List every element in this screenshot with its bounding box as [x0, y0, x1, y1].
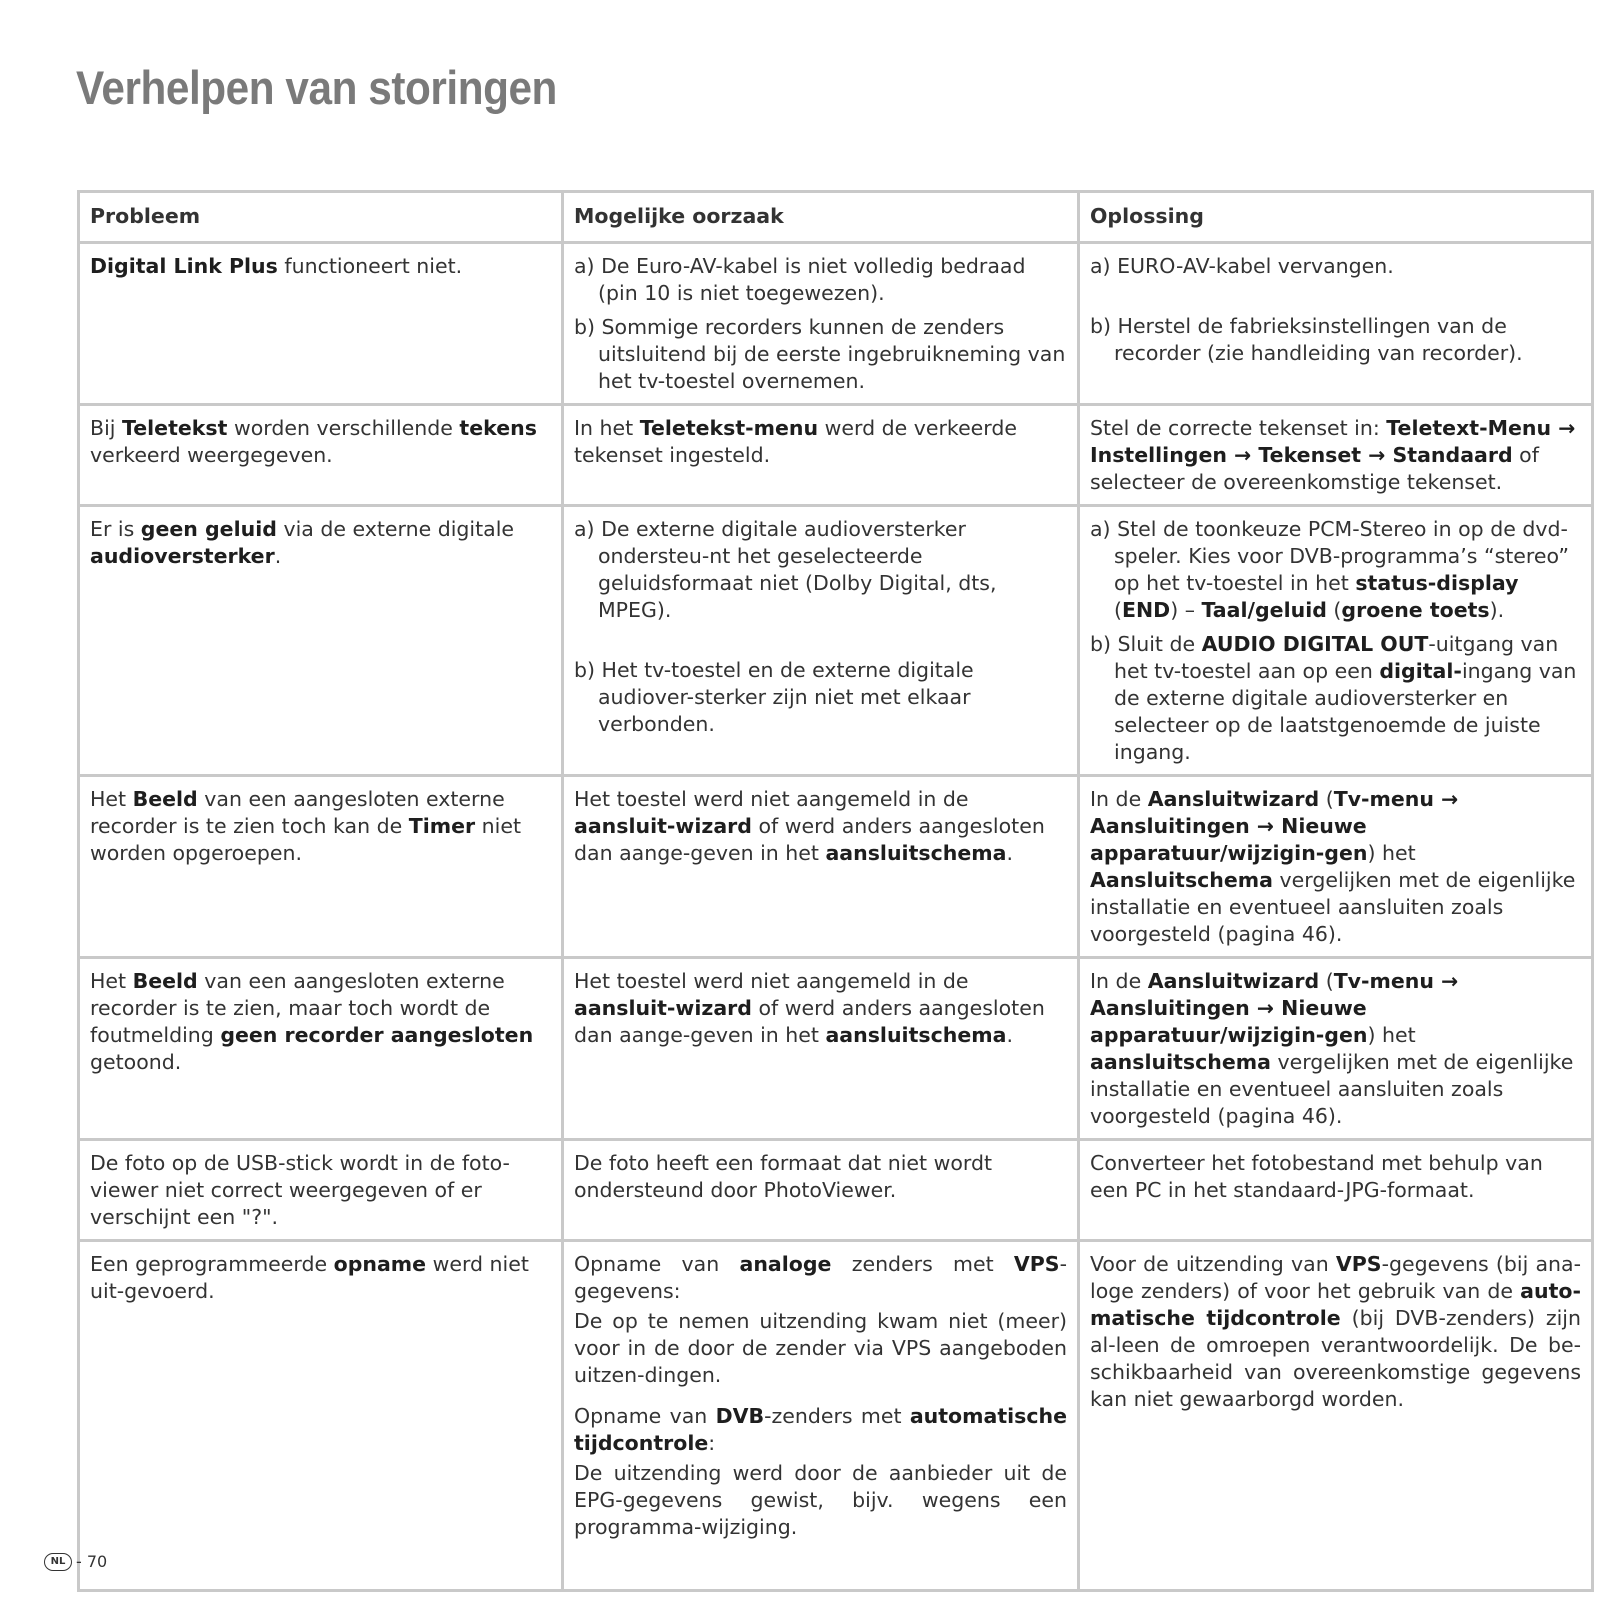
bold-text: aansluit-wizard	[574, 814, 752, 838]
text: :	[708, 1431, 716, 1455]
bold-text: groene toets	[1341, 598, 1490, 622]
text: .	[1006, 841, 1013, 865]
bold-text: geen recorder aangesloten	[220, 1023, 534, 1047]
cause-cell	[563, 506, 1079, 776]
problem-cell	[79, 506, 563, 776]
bold-text: END	[1122, 598, 1171, 622]
bold-text: VPS	[1335, 1252, 1382, 1276]
table-row	[79, 1140, 1593, 1241]
list-item	[1090, 516, 1581, 624]
list-item	[1090, 253, 1581, 280]
text: ).	[1489, 598, 1505, 622]
solution-cell	[1079, 506, 1593, 776]
text: In het	[574, 416, 640, 440]
bold-text: Tv-menu → Aansluitingen → Nieuwe apparatuur/wijzigin-gen	[1090, 787, 1459, 865]
solution-cell	[1079, 405, 1593, 506]
problem-cell	[79, 243, 563, 405]
list-marker: b)	[574, 658, 602, 682]
text: .	[274, 544, 282, 568]
text: functioneert niet.	[277, 254, 463, 278]
text: via de externe digitale	[276, 517, 515, 541]
text: Het	[90, 787, 133, 811]
text: (	[1326, 598, 1342, 622]
cell-text	[574, 415, 1067, 469]
bold-text: Digital Link Plus	[90, 254, 278, 278]
cause-cell	[563, 958, 1079, 1140]
list-item	[574, 253, 1067, 307]
bold-text: audioversterker	[90, 544, 275, 568]
cause-cell	[563, 405, 1079, 506]
cell-text	[1090, 1150, 1581, 1204]
cause-cell	[563, 243, 1079, 405]
text: ) het	[1367, 1023, 1416, 1047]
cell-text	[90, 516, 551, 570]
problem-cell	[79, 1140, 563, 1241]
cell-text	[574, 786, 1067, 867]
bold-text: digital-	[1379, 659, 1462, 683]
text: of selecteer de overeenkomstige tekenset.	[1090, 443, 1539, 494]
text: -gegevens (bij ana-loge zenders) of voor het gebruik van de	[1090, 1252, 1581, 1303]
text: De foto op de USB-stick wordt in de foto-viewer niet correct weergegeven of er verschijnt een "?".	[90, 1151, 510, 1229]
text: Sluit de	[1117, 632, 1202, 656]
text: (bij DVB-zenders) zijn al-leen de omroepen verantwoordelijk. De be-schikbaarheid van overeenkomstige gegevens kan niet gewaarborgd worden.	[1090, 1306, 1581, 1411]
list-item	[1090, 313, 1581, 367]
cell-text	[90, 253, 551, 280]
cause-paragraph	[574, 1403, 1067, 1457]
cell-text	[574, 1150, 1067, 1204]
list-marker: a)	[1090, 254, 1118, 278]
bold-text: Beeld	[132, 787, 198, 811]
text: van een aangesloten externe recorder is te zien toch kan de	[90, 787, 505, 838]
cell-text	[1090, 786, 1581, 948]
table-row	[79, 1241, 1593, 1591]
problem-cell	[79, 405, 563, 506]
bold-text: analoge	[739, 1252, 832, 1276]
cell-text	[574, 968, 1067, 1049]
text: De foto heeft een formaat dat niet wordt ondersteund door PhotoViewer.	[574, 1151, 993, 1202]
bold-text: aansluitschema	[1090, 1050, 1271, 1074]
table-row	[79, 243, 1593, 405]
troubleshooting-table	[77, 190, 1594, 1592]
text: Opname van	[574, 1252, 740, 1276]
header-oorzaak: Mogelijke oorzaak	[563, 192, 1079, 243]
bold-text: aansluitschema	[825, 1023, 1007, 1047]
bold-text: Teletekst-menu	[639, 416, 819, 440]
text: getoond.	[90, 1050, 182, 1074]
table-header-row	[79, 192, 1593, 243]
text: ingang van de externe digitale audioversterker en selecteer op de laatstgenoemde de juiste ingang.	[1114, 659, 1577, 764]
cell-text	[1090, 1251, 1581, 1413]
text: Het tv-toestel en de externe digitale audiover-sterker zijn niet met elkaar verbonden.	[598, 658, 974, 736]
text: ) –	[1170, 598, 1202, 622]
text: Bij	[90, 416, 122, 440]
text: Het	[90, 969, 133, 993]
text: werd de verkeerde tekenset ingesteld.	[574, 416, 1017, 467]
bold-text: DVB	[715, 1404, 765, 1428]
text: -zenders met	[764, 1404, 910, 1428]
text: (	[1319, 787, 1334, 811]
text: -gegevens:	[574, 1252, 1067, 1303]
cell-text	[90, 1251, 551, 1305]
list-marker: a)	[574, 517, 602, 541]
text: werd niet uit-gevoerd.	[90, 1252, 529, 1303]
problem-cell	[79, 958, 563, 1140]
cause-cell	[563, 776, 1079, 958]
language-badge-icon: NL	[44, 1553, 72, 1571]
text: of werd anders aangesloten dan aange-geven in het	[574, 996, 1045, 1047]
bold-text: automatische tijdcontrole	[574, 1404, 1067, 1455]
text: van een aangesloten externe recorder is te zien, maar toch wordt de foutmelding	[90, 969, 505, 1047]
bold-text: Aansluitwizard	[1147, 969, 1320, 993]
solution-cell	[1079, 1241, 1593, 1591]
solution-cell	[1079, 958, 1593, 1140]
table-row	[79, 776, 1593, 958]
cause-paragraph	[574, 1460, 1067, 1541]
page-footer	[44, 1552, 107, 1571]
header-probleem: Probleem	[79, 192, 563, 243]
text: De Euro-AV-kabel is niet volledig bedraad (pin 10 is niet toegewezen).	[598, 254, 1026, 305]
solution-cell	[1079, 776, 1593, 958]
cell-text	[90, 415, 551, 469]
bold-text: Aansluitwizard	[1147, 787, 1320, 811]
text: niet worden opgeroepen.	[90, 814, 522, 865]
bold-text: Timer	[408, 814, 476, 838]
bold-text: aansluit-wizard	[574, 996, 752, 1020]
table-row	[79, 405, 1593, 506]
text: -uitgang van het tv-toestel aan op een	[1114, 632, 1559, 683]
solution-cell	[1079, 243, 1593, 405]
text: Herstel de fabrieksinstellingen van de recorder (zie handleiding van recorder).	[1114, 314, 1523, 365]
bold-text: AUDIO DIGITAL OUT	[1201, 632, 1429, 656]
list-item	[574, 314, 1067, 395]
text: Stel de correcte tekenset in:	[1090, 416, 1387, 440]
text: De op te nemen uitzending kwam niet (meer) voor in de door de zender via VPS aangeboden uitzen-dingen.	[574, 1309, 1067, 1387]
page-title: Verhelpen van storingen	[76, 61, 557, 114]
bold-text: status-display	[1355, 571, 1519, 595]
text: of werd anders aangesloten dan aange-geven in het	[574, 814, 1045, 865]
bold-text: tekens	[459, 416, 537, 440]
list-marker: a)	[574, 254, 602, 278]
list-marker: b)	[1090, 632, 1118, 656]
cause-paragraph	[574, 1251, 1067, 1305]
bold-text: auto-matische tijdcontrole	[1090, 1279, 1581, 1330]
problem-cell	[79, 1241, 563, 1591]
text: Sommige recorders kunnen de zenders uitsluitend bij de eerste ingebruikneming van het tv-toestel overnemen.	[598, 315, 1066, 393]
text: Stel de toonkeuze PCM-Stereo in op de dvd-speler. Kies voor DVB-programma’s “stereo” op het tv-toestel in het	[1114, 517, 1569, 595]
text: Een geprogrammeerde	[90, 1252, 334, 1276]
bold-text: Taal/geluid	[1201, 598, 1327, 622]
bold-text: opname	[333, 1252, 427, 1276]
bold-text: Tv-menu → Aansluitingen → Nieuwe apparatuur/wijzigin-gen	[1090, 969, 1459, 1047]
text: In de	[1090, 787, 1148, 811]
header-oplossing: Oplossing	[1079, 192, 1593, 243]
list-item	[574, 657, 1067, 738]
text: In de	[1090, 969, 1148, 993]
text: EURO-AV-kabel vervangen.	[1117, 254, 1394, 278]
text: Voor de uitzending van	[1090, 1252, 1336, 1276]
cell-text	[1090, 968, 1581, 1130]
text: .	[1006, 1023, 1013, 1047]
text: worden verschillende	[227, 416, 460, 440]
cause-cell	[563, 1140, 1079, 1241]
cause-cell	[563, 1241, 1079, 1591]
cell-text	[90, 786, 551, 867]
text: ) het	[1367, 841, 1416, 865]
page-number: - 70	[76, 1552, 108, 1571]
cell-text	[90, 1150, 551, 1231]
list-item	[574, 516, 1067, 624]
cause-paragraph	[574, 1308, 1067, 1389]
text: vergelijken met de eigenlijke installatie en eventueel aansluiten zoals voorgesteld (pagina 46).	[1090, 868, 1576, 946]
list-marker: b)	[1090, 314, 1118, 338]
table-row	[79, 958, 1593, 1140]
cell-text	[1090, 415, 1581, 496]
list-marker: a)	[1090, 517, 1118, 541]
bold-text: VPS	[1013, 1252, 1060, 1276]
table-row	[79, 506, 1593, 776]
text: De uitzending werd door de aanbieder uit de EPG-gegevens gewist, bijv. wegens een programma-wijziging.	[574, 1461, 1067, 1539]
bold-text: Teletext-Menu → Instellingen → Tekenset → Standaard	[1090, 416, 1576, 467]
text: (	[1319, 969, 1334, 993]
problem-cell	[79, 776, 563, 958]
cell-text	[90, 968, 551, 1076]
text: zenders met	[831, 1252, 1014, 1276]
text: Converteer het fotobestand met behulp van een PC in het standaard-JPG-formaat.	[1090, 1151, 1543, 1202]
bold-text: Teletekst	[121, 416, 228, 440]
text: Opname van	[574, 1404, 716, 1428]
text: (	[1114, 598, 1122, 622]
text: De externe digitale audioversterker ondersteu-nt het geselecteerde geluidsformaat niet (Dolby Digital, dts, MPEG).	[598, 517, 997, 622]
list-item	[1090, 631, 1581, 766]
bold-text: aansluitschema	[825, 841, 1007, 865]
text: Er is	[90, 517, 141, 541]
text: vergelijken met de eigenlijke installatie en eventueel aansluiten zoals voorgesteld (pagina 46).	[1090, 1050, 1574, 1128]
text: Het toestel werd niet aangemeld in de	[574, 787, 969, 811]
solution-cell	[1079, 1140, 1593, 1241]
bold-text: Aansluitschema	[1090, 868, 1273, 892]
bold-text: Beeld	[132, 969, 198, 993]
list-marker: b)	[574, 315, 602, 339]
text: verkeerd weergegeven.	[90, 443, 333, 467]
bold-text: geen geluid	[140, 517, 277, 541]
text: Het toestel werd niet aangemeld in de	[574, 969, 969, 993]
